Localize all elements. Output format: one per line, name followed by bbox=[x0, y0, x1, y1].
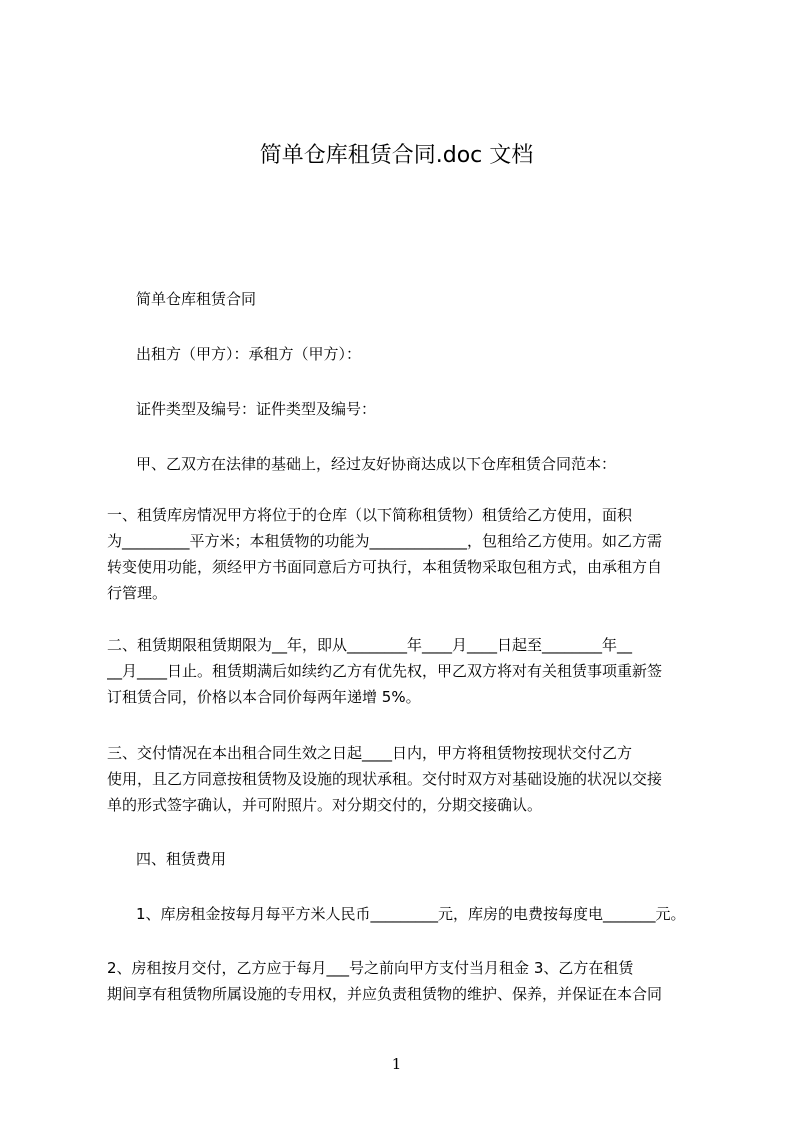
section-2-line: 订租赁合同，价格以本合同价每两年递增 5%。 bbox=[107, 688, 421, 706]
section-2-line: 二、租赁期限租赁期限为__年，即从________年____月____日起至________年__ bbox=[107, 636, 633, 654]
contract-heading bbox=[107, 286, 728, 312]
section-4-heading-text: 四、租赁费用 bbox=[136, 850, 227, 868]
section-3-line: 使用，且乙方同意按租赁物及设施的现状承租。交付时双方对基础设施的状况以交接 bbox=[107, 770, 663, 788]
parties-line bbox=[107, 341, 728, 367]
section-3-line: 三、交付情况在本出租合同生效之日起____日内，甲方将租赁物按现状交付乙方 bbox=[107, 744, 633, 762]
section-4-item-1 bbox=[107, 901, 728, 927]
section-4-item-1-text: 1、库房租金按每月每平方米人民币_________元，库房的电费按每度电_______元。 bbox=[136, 905, 686, 923]
intro-paragraph bbox=[107, 451, 728, 477]
parties-text: 出租方（甲方）：承租方（甲方）： bbox=[136, 345, 362, 363]
section-3-paragraph bbox=[107, 740, 699, 818]
section-1-line: 转变使用功能，须经甲方书面同意后方可执行，本租赁物采取包租方式，由承租方自 bbox=[107, 558, 663, 576]
section-1-line: 一、租赁库房情况甲方将位于的仓库（以下简称租赁物）租赁给乙方使用，面积 bbox=[107, 506, 633, 524]
page-number: 1 bbox=[391, 1055, 402, 1073]
section-2-paragraph bbox=[107, 632, 699, 710]
id-info-text: 证件类型及编号：证件类型及编号： bbox=[136, 400, 377, 418]
section-4-item-2-line: 期间享有租赁物所属设施的专用权，并应负责租赁物的维护、保养，并保证在本合同 bbox=[107, 985, 663, 1003]
section-2-line: __月____日止。租赁期满后如续约乙方有优先权，甲乙双方将对有关租赁事项重新签 bbox=[107, 662, 663, 680]
contract-heading-text: 简单仓库租赁合同 bbox=[136, 290, 257, 308]
intro-text: 甲、乙双方在法律的基础上，经过友好协商达成以下仓库租赁合同范本： bbox=[136, 455, 617, 473]
section-3-line: 单的形式签字确认，并可附照片。对分期交付的，分期交接确认。 bbox=[107, 796, 543, 814]
document-title: 简单仓库租赁合同.doc 文档 bbox=[259, 143, 534, 168]
section-4-heading bbox=[107, 846, 728, 872]
section-1-line: 为_________平方米；本租赁物的功能为_____________，包租给乙方使用。如乙方需 bbox=[107, 532, 663, 550]
section-4-item-2-line: 2、房租按月交付，乙方应于每月___号之前向甲方支付当月租金 3、乙方在租赁 bbox=[107, 959, 634, 977]
section-1-line: 行管理。 bbox=[107, 584, 168, 602]
section-1-paragraph bbox=[107, 502, 699, 606]
id-info-line bbox=[107, 396, 728, 422]
section-4-item-2 bbox=[107, 955, 699, 1007]
